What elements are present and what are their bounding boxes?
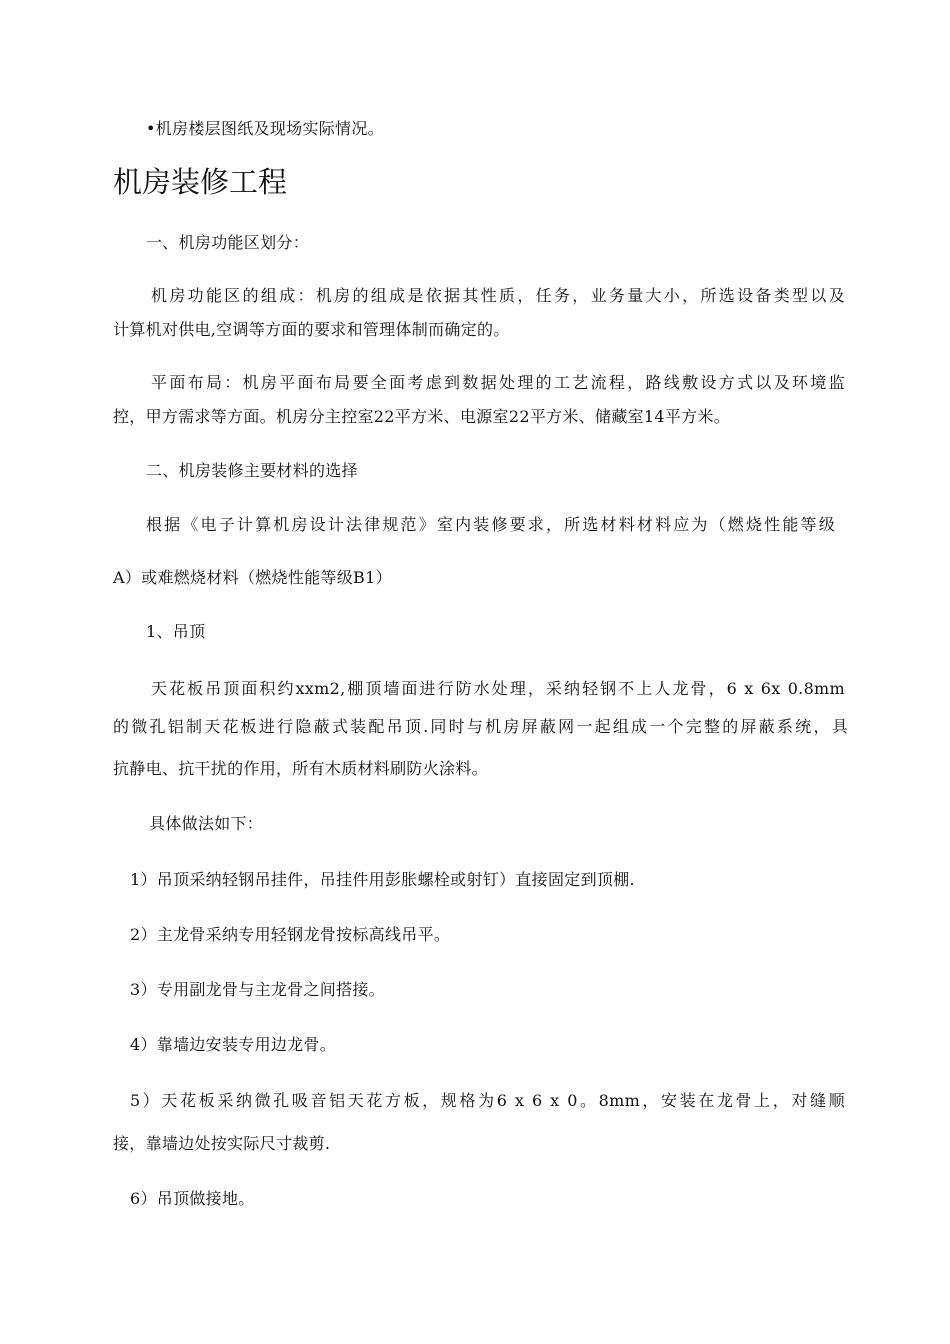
paragraph-line: 的微孔铝制天花板进行隐蔽式装配吊顶.同时与机房屏蔽网一起组成一个完整的屏蔽系统，具: [113, 717, 848, 736]
section-heading: 二、机房装修主要材料的选择: [146, 461, 358, 480]
paragraph-line: 平面布局：机房平面布局要全面考虑到数据处理的工艺流程，路线敷设方式以及环境监: [151, 373, 845, 392]
list-item: 2）主龙骨采纳专用轻钢龙骨按标高线吊平。: [130, 925, 451, 944]
paragraph-line: 根据《电子计算机房设计法律规范》室内装修要求，所选材料材料应为（燃烧性能等级: [146, 515, 835, 534]
list-item-continuation: 接，靠墙边处按实际尺寸裁剪.: [113, 1134, 331, 1153]
paragraph-line: A）或难燃烧材料（燃烧性能等级B1）: [113, 568, 392, 587]
list-item: 6）吊顶做接地。: [130, 1189, 255, 1208]
page-title: 机房装修工程: [113, 165, 288, 199]
section-heading: 一、机房功能区划分：: [146, 233, 310, 252]
list-item: 3）专用副龙骨与主龙骨之间搭接。: [130, 980, 385, 999]
paragraph-line: 机房功能区的组成：机房的组成是依据其性质，任务，业务量大小，所选设备类型以及: [151, 286, 845, 305]
list-item: 5）天花板采纳微孔吸音铝天花方板，规格为6 x 6 x 0。8mm，安装在龙骨上，对缝顺: [130, 1091, 845, 1110]
paragraph-line: 天花板吊顶面积约xxm2,棚顶墙面进行防水处理，采纳轻钢不上人龙骨，6 x 6x 0.8mm: [151, 679, 845, 698]
paragraph-line: 抗静电、抗干扰的作用，所有木质材料刷防火涂料。: [113, 759, 488, 778]
list-item: 1）吊顶采纳轻钢吊挂件，吊挂件用彭胀螺栓或射钉）直接固定到顶棚.: [130, 870, 635, 889]
bullet-line: •机房楼层图纸及现场实际情况。: [146, 119, 384, 138]
subsection-heading: 1、吊顶: [146, 622, 206, 641]
paragraph-line: 计算机对供电,空调等方面的要求和管理体制而确定的。: [113, 320, 510, 339]
methods-heading: 具体做法如下：: [149, 814, 264, 833]
paragraph-line: 控，甲方需求等方面。机房分主控室22平方米、电源室22平方米、储藏室14平方米。: [113, 407, 731, 426]
list-item: 4）靠墙边安装专用边龙骨。: [130, 1035, 337, 1054]
